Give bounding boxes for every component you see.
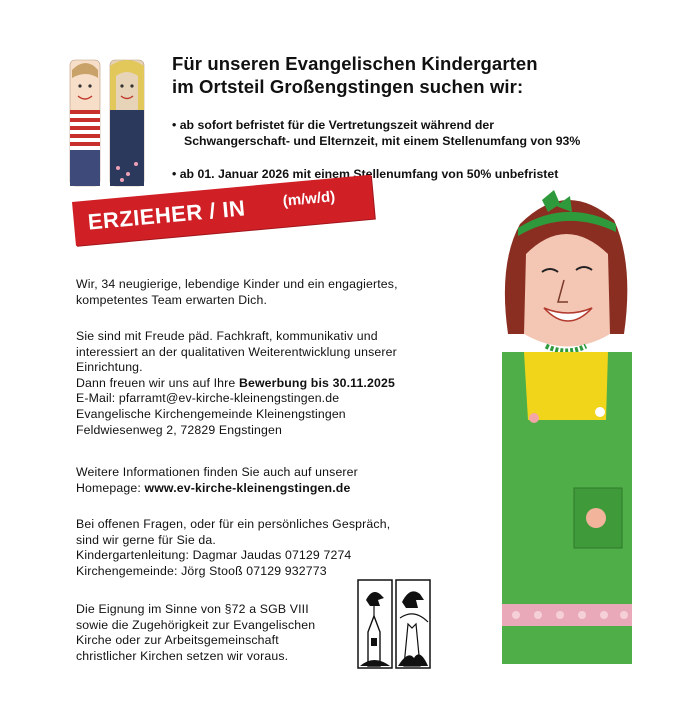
profile-line-3: Einrichtung. xyxy=(76,360,143,375)
bullet-2-line-1: • ab 01. Januar 2026 mit einem Stellenumfang von 50% unbefristet xyxy=(172,167,559,181)
bullet-1-line-1: • ab sofort befristet für die Vertretungszeit während der xyxy=(172,118,495,132)
requirements-line-1: Die Eignung im Sinne von §72 a SGB VIII xyxy=(76,602,309,616)
headline xyxy=(172,52,538,98)
job-title: ERZIEHER / IN xyxy=(86,195,247,235)
bullet-item-1 xyxy=(172,117,580,149)
bullet-1-line-2: Schwangerschaft- und Elternzeit, mit einem Stellenumfang von 93% xyxy=(184,134,581,148)
contact-church: Kirchengemeinde: Jörg Stooß 07129 932773 xyxy=(76,563,327,578)
headline-line-2: im Ortsteil Großengstingen suchen wir: xyxy=(172,76,524,97)
requirements-line-4: christlicher Kirchen setzen wir voraus. xyxy=(76,648,289,663)
requirements-line-2: sowie die Zugehörigkeit zur Evangelischen xyxy=(76,617,316,632)
contact-paragraph xyxy=(76,517,390,579)
contact-line-1: Bei offenen Fragen, oder für ein persönliches Gespräch, xyxy=(76,517,391,531)
kids-figures-illustration xyxy=(66,58,160,190)
homepage-line xyxy=(76,481,358,497)
homepage-link[interactable]: www.ev-kirche-kleinengstingen.de xyxy=(144,480,351,495)
wooden-girl-figure-illustration xyxy=(488,184,644,674)
intro-line-2: kompetentes Team erwarten Dich. xyxy=(76,292,268,307)
postal-address: Feldwiesenweg 2, 72829 Engstingen xyxy=(76,422,282,437)
job-title-suffix: (m/w/d) xyxy=(282,188,336,210)
homepage-label: Homepage: xyxy=(76,480,145,495)
apply-prefix: Dann freuen wir uns auf Ihre xyxy=(76,375,239,390)
contact-kindergarten: Kindergartenleitung: Dagmar Jaudas 07129 7274 xyxy=(76,548,352,563)
email-address[interactable]: E-Mail: pfarramt@ev-kirche-kleinengstingen.de xyxy=(76,391,340,406)
apply-line xyxy=(76,376,397,392)
intro-paragraph xyxy=(76,277,398,308)
profile-line-2: interessiert an der qualitativen Weiterentwicklung unserer xyxy=(76,344,397,359)
info-line-1: Weitere Informationen finden Sie auch auf unserer xyxy=(76,465,358,479)
profile-paragraph xyxy=(76,329,397,438)
info-paragraph xyxy=(76,465,358,496)
intro-line-1: Wir, 34 neugierige, lebendige Kinder und ein engagiertes, xyxy=(76,277,398,291)
organization-name: Evangelische Kirchengemeinde Kleinengstingen xyxy=(76,406,346,421)
headline-line-1: Für unseren Evangelischen Kindergarten xyxy=(172,53,538,74)
contact-line-2: sind wir gerne für Sie da. xyxy=(76,532,216,547)
church-rooster-logo-icon xyxy=(356,578,432,670)
requirements-line-3: Kirche oder zur Arbeitsgemeinschaft xyxy=(76,633,279,648)
requirements-paragraph xyxy=(76,602,315,664)
profile-line-1: Sie sind mit Freude päd. Fachkraft, kommunikativ und xyxy=(76,329,378,343)
application-deadline: Bewerbung bis 30.11.2025 xyxy=(238,375,395,390)
